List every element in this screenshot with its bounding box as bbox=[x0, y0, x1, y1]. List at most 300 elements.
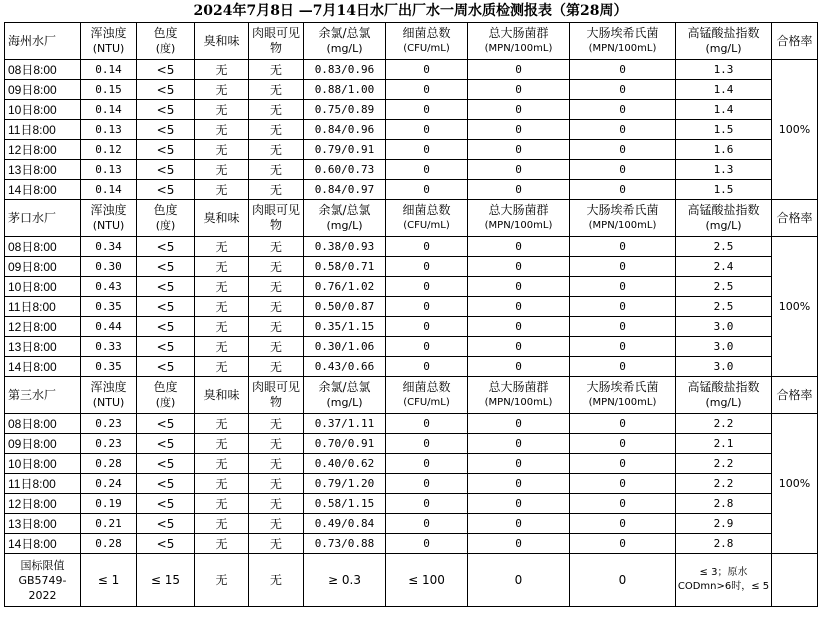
header-label: 余氯/总氯 bbox=[318, 203, 371, 217]
data-cell: 0 bbox=[468, 317, 570, 337]
data-cell: 0.34 bbox=[81, 237, 137, 257]
data-cell: 0 bbox=[468, 534, 570, 554]
table-row bbox=[5, 534, 818, 554]
table-row bbox=[5, 120, 818, 140]
data-cell: 0 bbox=[468, 454, 570, 474]
column-header-ecoli bbox=[570, 200, 676, 237]
table-row bbox=[5, 297, 818, 317]
data-cell: 0 bbox=[468, 277, 570, 297]
data-cell: 0 bbox=[386, 357, 468, 377]
data-cell: 0 bbox=[570, 454, 676, 474]
data-cell: 0.49/0.84 bbox=[304, 514, 386, 534]
header-label: 细菌总数 bbox=[402, 26, 451, 40]
data-cell: 1.6 bbox=[676, 140, 772, 160]
data-cell: 无 bbox=[195, 474, 249, 494]
data-cell: 0.14 bbox=[81, 60, 137, 80]
data-cell: 0 bbox=[386, 337, 468, 357]
data-cell: 0 bbox=[468, 80, 570, 100]
column-header-visible bbox=[249, 23, 304, 60]
data-cell: 0.79/1.20 bbox=[304, 474, 386, 494]
header-unit: (CFU/mL) bbox=[403, 397, 450, 408]
header-label: 高锰酸盐指数 bbox=[687, 26, 760, 40]
data-cell: 无 bbox=[249, 297, 304, 317]
data-cell: 0.13 bbox=[81, 160, 137, 180]
data-cell: 1.3 bbox=[676, 60, 772, 80]
sample-time-cell: 08日8:00 bbox=[5, 414, 81, 434]
data-cell: 0.73/0.88 bbox=[304, 534, 386, 554]
data-cell: 1.5 bbox=[676, 120, 772, 140]
data-cell: 2.1 bbox=[676, 434, 772, 454]
sample-time-cell: 14日8:00 bbox=[5, 180, 81, 200]
data-cell: 0 bbox=[570, 237, 676, 257]
table-row bbox=[5, 337, 818, 357]
limit-color: ≤ 15 bbox=[137, 554, 195, 607]
data-cell: 0.75/0.89 bbox=[304, 100, 386, 120]
table-row bbox=[5, 434, 818, 454]
data-cell: 0 bbox=[386, 534, 468, 554]
header-unit: (CFU/mL) bbox=[403, 43, 450, 54]
data-cell: 无 bbox=[195, 414, 249, 434]
header-label: 臭和味 bbox=[203, 210, 240, 225]
data-cell: 0.76/1.02 bbox=[304, 277, 386, 297]
data-cell: 无 bbox=[249, 454, 304, 474]
data-cell: 0 bbox=[468, 514, 570, 534]
data-cell: 0.44 bbox=[81, 317, 137, 337]
data-cell: <5 bbox=[137, 434, 195, 454]
data-cell: 0 bbox=[468, 337, 570, 357]
data-cell: 0.60/0.73 bbox=[304, 160, 386, 180]
sample-time-cell: 11日8:00 bbox=[5, 120, 81, 140]
data-cell: 2.8 bbox=[676, 494, 772, 514]
limit-odor: 无 bbox=[195, 554, 249, 607]
data-cell: 2.5 bbox=[676, 237, 772, 257]
column-header-chlorine bbox=[304, 377, 386, 414]
column-header-color bbox=[137, 200, 195, 237]
data-cell: 0.38/0.93 bbox=[304, 237, 386, 257]
header-unit: (MPN/100mL) bbox=[484, 397, 553, 408]
header-unit: (mg/L) bbox=[326, 396, 363, 409]
column-header-color bbox=[137, 23, 195, 60]
data-cell: 0.79/0.91 bbox=[304, 140, 386, 160]
data-cell: 0 bbox=[468, 434, 570, 454]
header-label: 肉眼可见物 bbox=[251, 26, 300, 55]
header-unit: (MPN/100mL) bbox=[588, 43, 657, 54]
data-cell: 0 bbox=[468, 60, 570, 80]
data-cell: 无 bbox=[195, 494, 249, 514]
column-header-visible bbox=[249, 377, 304, 414]
data-cell: 无 bbox=[195, 434, 249, 454]
data-cell: <5 bbox=[137, 337, 195, 357]
data-cell: 2.8 bbox=[676, 534, 772, 554]
plant-name: 第三水厂 bbox=[5, 377, 81, 414]
data-cell: 无 bbox=[195, 357, 249, 377]
data-cell: 0.23 bbox=[81, 434, 137, 454]
data-cell: 无 bbox=[195, 120, 249, 140]
header-unit: (mg/L) bbox=[705, 42, 742, 55]
header-label: 总大肠菌群 bbox=[488, 26, 549, 40]
data-cell: 0.30 bbox=[81, 257, 137, 277]
data-cell: 1.3 bbox=[676, 160, 772, 180]
limit-ecoli: 0 bbox=[570, 554, 676, 607]
table-row bbox=[5, 180, 818, 200]
table-row bbox=[5, 140, 818, 160]
header-unit: (NTU) bbox=[92, 219, 125, 232]
data-cell: 0 bbox=[386, 414, 468, 434]
data-cell: 0 bbox=[570, 140, 676, 160]
data-cell: 0 bbox=[570, 357, 676, 377]
data-cell: 无 bbox=[249, 414, 304, 434]
data-cell: 无 bbox=[249, 534, 304, 554]
data-cell: 0 bbox=[386, 60, 468, 80]
data-cell: 0.50/0.87 bbox=[304, 297, 386, 317]
data-cell: 0 bbox=[468, 357, 570, 377]
data-cell: 0 bbox=[570, 100, 676, 120]
limit-bacteria: ≤ 100 bbox=[386, 554, 468, 607]
header-label: 细菌总数 bbox=[402, 203, 451, 217]
data-cell: <5 bbox=[137, 140, 195, 160]
data-cell: 0.58/0.71 bbox=[304, 257, 386, 277]
sample-time-cell: 09日8:00 bbox=[5, 257, 81, 277]
header-label: 大肠埃希氏菌 bbox=[586, 26, 659, 40]
data-cell: 无 bbox=[195, 180, 249, 200]
data-cell: 0.83/0.96 bbox=[304, 60, 386, 80]
column-header-odor bbox=[195, 200, 249, 237]
sample-time-cell: 13日8:00 bbox=[5, 514, 81, 534]
data-cell: 无 bbox=[249, 80, 304, 100]
data-cell: 0 bbox=[570, 414, 676, 434]
data-cell: 1.4 bbox=[676, 100, 772, 120]
header-label: 色度 bbox=[153, 203, 178, 217]
data-cell: 2.2 bbox=[676, 414, 772, 434]
sample-time-cell: 11日8:00 bbox=[5, 297, 81, 317]
header-unit: (NTU) bbox=[92, 396, 125, 409]
data-cell: <5 bbox=[137, 514, 195, 534]
sample-time-cell: 13日8:00 bbox=[5, 337, 81, 357]
data-cell: 0.35/1.15 bbox=[304, 317, 386, 337]
header-unit: (mg/L) bbox=[705, 396, 742, 409]
data-cell: 0 bbox=[386, 120, 468, 140]
data-cell: 无 bbox=[249, 120, 304, 140]
data-cell: 0.37/1.11 bbox=[304, 414, 386, 434]
report-title: 2024年7月8日 —7月14日水厂出厂水一周水质检测报表（第28周） bbox=[193, 3, 628, 19]
data-cell: <5 bbox=[137, 474, 195, 494]
table-row bbox=[5, 80, 818, 100]
data-cell: 0.58/1.15 bbox=[304, 494, 386, 514]
header-label: 细菌总数 bbox=[402, 380, 451, 394]
data-cell: 2.2 bbox=[676, 454, 772, 474]
data-cell: 0 bbox=[386, 454, 468, 474]
data-cell: 无 bbox=[249, 474, 304, 494]
data-cell: <5 bbox=[137, 357, 195, 377]
pass-rate-value: 100% bbox=[772, 414, 818, 554]
column-header-visible bbox=[249, 200, 304, 237]
header-label: 色度 bbox=[153, 380, 178, 394]
plant-header-row bbox=[5, 23, 818, 60]
limit-visible: 无 bbox=[249, 554, 304, 607]
pass-rate-value: 100% bbox=[772, 237, 818, 377]
header-label: 浑浊度 bbox=[90, 26, 127, 40]
data-cell: 无 bbox=[195, 237, 249, 257]
data-cell: 0 bbox=[468, 140, 570, 160]
data-cell: 0 bbox=[386, 277, 468, 297]
data-cell: 0.35 bbox=[81, 357, 137, 377]
data-cell: 0.13 bbox=[81, 120, 137, 140]
column-header-turbidity bbox=[81, 200, 137, 237]
data-cell: 无 bbox=[195, 534, 249, 554]
data-cell: 0 bbox=[570, 317, 676, 337]
table-row bbox=[5, 514, 818, 534]
header-label: 浑浊度 bbox=[90, 380, 127, 394]
data-cell: 0.84/0.96 bbox=[304, 120, 386, 140]
data-cell: 无 bbox=[249, 514, 304, 534]
header-unit: (mg/L) bbox=[326, 219, 363, 232]
header-unit: (度) bbox=[155, 219, 176, 232]
data-cell: 0 bbox=[468, 180, 570, 200]
data-cell: 无 bbox=[195, 100, 249, 120]
data-cell: <5 bbox=[137, 120, 195, 140]
header-label: 臭和味 bbox=[203, 387, 240, 402]
data-cell: 无 bbox=[249, 494, 304, 514]
header-label: 高锰酸盐指数 bbox=[687, 203, 760, 217]
header-unit: (MPN/100mL) bbox=[484, 43, 553, 54]
data-cell: 0 bbox=[468, 494, 570, 514]
data-cell: 0 bbox=[386, 434, 468, 454]
data-cell: 0 bbox=[386, 297, 468, 317]
header-unit: (mg/L) bbox=[705, 219, 742, 232]
data-cell: 无 bbox=[195, 80, 249, 100]
header-label: 色度 bbox=[153, 26, 178, 40]
limit-coliform: 0 bbox=[468, 554, 570, 607]
data-cell: 无 bbox=[195, 140, 249, 160]
sample-time-cell: 10日8:00 bbox=[5, 454, 81, 474]
data-cell: 0.23 bbox=[81, 414, 137, 434]
table-row bbox=[5, 317, 818, 337]
data-cell: 0 bbox=[570, 257, 676, 277]
sample-time-cell: 11日8:00 bbox=[5, 474, 81, 494]
table-row bbox=[5, 237, 818, 257]
header-unit: (NTU) bbox=[92, 42, 125, 55]
data-cell: 0.12 bbox=[81, 140, 137, 160]
plant-name: 海州水厂 bbox=[5, 23, 81, 60]
data-cell: 0 bbox=[570, 534, 676, 554]
data-cell: 2.2 bbox=[676, 474, 772, 494]
column-header-bacteria bbox=[386, 200, 468, 237]
data-cell: 无 bbox=[195, 60, 249, 80]
data-cell: 0 bbox=[468, 160, 570, 180]
data-cell: 0 bbox=[570, 474, 676, 494]
data-cell: 3.0 bbox=[676, 337, 772, 357]
column-header-bacteria bbox=[386, 377, 468, 414]
data-cell: <5 bbox=[137, 277, 195, 297]
sample-time-cell: 14日8:00 bbox=[5, 534, 81, 554]
pass-rate-value: 100% bbox=[772, 60, 818, 200]
table-row bbox=[5, 60, 818, 80]
data-cell: 0 bbox=[468, 237, 570, 257]
data-cell: <5 bbox=[137, 100, 195, 120]
data-cell: 2.4 bbox=[676, 257, 772, 277]
data-cell: 无 bbox=[249, 317, 304, 337]
data-cell: 0 bbox=[570, 60, 676, 80]
table-row bbox=[5, 474, 818, 494]
header-unit: (MPN/100mL) bbox=[484, 220, 553, 231]
data-cell: 0 bbox=[386, 237, 468, 257]
data-cell: 0.35 bbox=[81, 297, 137, 317]
column-header-pass-rate: 合格率 bbox=[772, 200, 818, 237]
data-cell: 0 bbox=[386, 494, 468, 514]
data-cell: 0.24 bbox=[81, 474, 137, 494]
column-header-pass-rate: 合格率 bbox=[772, 23, 818, 60]
data-cell: 0 bbox=[570, 434, 676, 454]
data-cell: 无 bbox=[195, 514, 249, 534]
data-cell: 2.9 bbox=[676, 514, 772, 534]
data-cell: 0 bbox=[570, 514, 676, 534]
table-row bbox=[5, 414, 818, 434]
data-cell: 0 bbox=[468, 100, 570, 120]
column-header-permanganate bbox=[676, 23, 772, 60]
data-cell: 0 bbox=[386, 100, 468, 120]
data-cell: 0 bbox=[386, 257, 468, 277]
data-cell: 0 bbox=[468, 120, 570, 140]
data-cell: 0 bbox=[386, 474, 468, 494]
header-label: 高锰酸盐指数 bbox=[687, 380, 760, 394]
limit-pass_rate bbox=[772, 554, 818, 607]
column-header-bacteria bbox=[386, 23, 468, 60]
data-cell: 0 bbox=[570, 160, 676, 180]
data-cell: <5 bbox=[137, 160, 195, 180]
data-cell: 0.43 bbox=[81, 277, 137, 297]
sample-time-cell: 09日8:00 bbox=[5, 434, 81, 454]
standard-limits-row bbox=[5, 554, 818, 607]
column-header-ecoli bbox=[570, 377, 676, 414]
column-header-turbidity bbox=[81, 23, 137, 60]
table-row bbox=[5, 100, 818, 120]
data-cell: <5 bbox=[137, 494, 195, 514]
data-cell: 1.5 bbox=[676, 180, 772, 200]
data-cell: <5 bbox=[137, 454, 195, 474]
data-cell: <5 bbox=[137, 414, 195, 434]
column-header-turbidity bbox=[81, 377, 137, 414]
data-cell: <5 bbox=[137, 60, 195, 80]
table-row bbox=[5, 160, 818, 180]
data-cell: 0.19 bbox=[81, 494, 137, 514]
table-row bbox=[5, 277, 818, 297]
table-body bbox=[5, 23, 818, 607]
data-cell: 无 bbox=[195, 454, 249, 474]
data-cell: 0.28 bbox=[81, 534, 137, 554]
column-header-odor bbox=[195, 377, 249, 414]
header-unit: (度) bbox=[155, 42, 176, 55]
data-cell: <5 bbox=[137, 80, 195, 100]
data-cell: 2.5 bbox=[676, 277, 772, 297]
column-header-odor bbox=[195, 23, 249, 60]
column-header-permanganate bbox=[676, 377, 772, 414]
header-label: 肉眼可见物 bbox=[251, 380, 300, 409]
column-header-pass-rate: 合格率 bbox=[772, 377, 818, 414]
sample-time-cell: 09日8:00 bbox=[5, 80, 81, 100]
header-label: 大肠埃希氏菌 bbox=[586, 380, 659, 394]
data-cell: 0 bbox=[570, 337, 676, 357]
data-cell: <5 bbox=[137, 534, 195, 554]
header-unit: (CFU/mL) bbox=[403, 220, 450, 231]
data-cell: 0 bbox=[468, 474, 570, 494]
sample-time-cell: 13日8:00 bbox=[5, 160, 81, 180]
data-cell: 0 bbox=[570, 120, 676, 140]
data-cell: 无 bbox=[249, 180, 304, 200]
header-label: 总大肠菌群 bbox=[488, 380, 549, 394]
data-cell: 0 bbox=[570, 494, 676, 514]
sample-time-cell: 12日8:00 bbox=[5, 317, 81, 337]
header-unit: (mg/L) bbox=[326, 42, 363, 55]
water-quality-table bbox=[4, 22, 818, 607]
column-header-chlorine bbox=[304, 200, 386, 237]
header-unit: (MPN/100mL) bbox=[588, 220, 657, 231]
data-cell: 0.14 bbox=[81, 100, 137, 120]
data-cell: 0 bbox=[386, 514, 468, 534]
plant-name: 茅口水厂 bbox=[5, 200, 81, 237]
sample-time-cell: 12日8:00 bbox=[5, 494, 81, 514]
column-header-ecoli bbox=[570, 23, 676, 60]
data-cell: 0 bbox=[468, 257, 570, 277]
plant-header-row bbox=[5, 377, 818, 414]
data-cell: 无 bbox=[249, 100, 304, 120]
data-cell: 0 bbox=[386, 80, 468, 100]
data-cell: 无 bbox=[249, 277, 304, 297]
table-row bbox=[5, 257, 818, 277]
data-cell: 0.43/0.66 bbox=[304, 357, 386, 377]
data-cell: 无 bbox=[249, 60, 304, 80]
data-cell: 无 bbox=[195, 160, 249, 180]
data-cell: 0 bbox=[570, 180, 676, 200]
data-cell: 0.33 bbox=[81, 337, 137, 357]
data-cell: 0 bbox=[386, 140, 468, 160]
data-cell: 0 bbox=[570, 80, 676, 100]
column-header-coliform bbox=[468, 200, 570, 237]
data-cell: 无 bbox=[249, 237, 304, 257]
data-cell: 无 bbox=[249, 140, 304, 160]
header-unit: (MPN/100mL) bbox=[588, 397, 657, 408]
data-cell: 无 bbox=[249, 257, 304, 277]
sample-time-cell: 14日8:00 bbox=[5, 357, 81, 377]
column-header-coliform bbox=[468, 377, 570, 414]
data-cell: 无 bbox=[195, 257, 249, 277]
data-cell: 1.4 bbox=[676, 80, 772, 100]
header-label: 大肠埃希氏菌 bbox=[586, 203, 659, 217]
sample-time-cell: 08日8:00 bbox=[5, 237, 81, 257]
data-cell: 无 bbox=[249, 337, 304, 357]
data-cell: 无 bbox=[249, 160, 304, 180]
column-header-chlorine bbox=[304, 23, 386, 60]
data-cell: <5 bbox=[137, 257, 195, 277]
header-label: 余氯/总氯 bbox=[318, 26, 371, 40]
data-cell: 0.88/1.00 bbox=[304, 80, 386, 100]
data-cell: <5 bbox=[137, 317, 195, 337]
data-cell: 0.21 bbox=[81, 514, 137, 534]
data-cell: 0.84/0.97 bbox=[304, 180, 386, 200]
data-cell: 无 bbox=[249, 434, 304, 454]
table-row bbox=[5, 454, 818, 474]
data-cell: 0.40/0.62 bbox=[304, 454, 386, 474]
data-cell: 无 bbox=[249, 357, 304, 377]
column-header-coliform bbox=[468, 23, 570, 60]
data-cell: 0 bbox=[386, 317, 468, 337]
data-cell: 无 bbox=[195, 337, 249, 357]
data-cell: <5 bbox=[137, 297, 195, 317]
data-cell: 0.28 bbox=[81, 454, 137, 474]
header-label: 余氯/总氯 bbox=[318, 380, 371, 394]
data-cell: 0 bbox=[468, 414, 570, 434]
data-cell: 0.14 bbox=[81, 180, 137, 200]
column-header-color bbox=[137, 377, 195, 414]
